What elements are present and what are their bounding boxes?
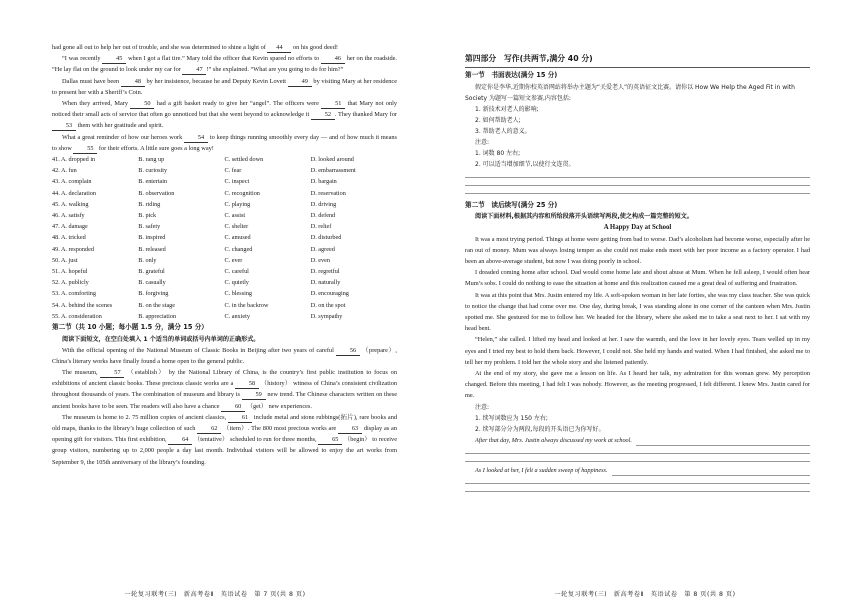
option-cell[interactable]: C. amused [224, 234, 251, 242]
option-cell[interactable]: D. sympathy [310, 312, 343, 320]
blank-46: 46 [321, 55, 345, 64]
grammar-paragraph-2 [52, 367, 397, 412]
story-paragraph-3: It was at this point that Mrs. Justin entered my life. A soft-spoken woman in her late forties, she was my class teacher. She was quick to notice the change that had come over me. One day, during break, I was standing alone in one corner of the canteen when Mrs. Justin spotted me. She gestured for me to follow her. We headed for the library, where she asked me to take a seat next to her. I sat with my head bent. [465, 291, 810, 333]
option-row [52, 266, 397, 277]
option-cell[interactable]: B. safety [138, 223, 161, 231]
blank-54: 54 [184, 134, 208, 143]
cloze-paragraph-4 [52, 132, 397, 154]
option-cell[interactable]: D. defend [310, 212, 336, 220]
option-cell[interactable]: C. quietly [224, 279, 249, 287]
option-cell[interactable]: D. naturally [310, 279, 341, 287]
text: “I was recently [62, 55, 103, 63]
option-cell[interactable]: 43. A. complain [52, 178, 92, 186]
text: for their efforts. A little sure goes a long way! [97, 144, 214, 152]
option-cell[interactable]: B. entertain [138, 178, 168, 186]
blank-48: 48 [121, 78, 145, 87]
left-column [52, 42, 397, 468]
option-cell[interactable]: C. anxiety [224, 312, 250, 320]
option-cell[interactable]: B. pick [138, 212, 157, 220]
text: !” she explained. “What are you going to do for him?” [206, 66, 344, 74]
blank-51: 51 [321, 100, 345, 109]
option-row [52, 255, 397, 266]
blank-63: 63 [338, 425, 362, 434]
option-cell[interactable]: D. regretful [310, 268, 340, 276]
section-2-title: 第二节（共 10 小题；每小题 1.5 分，满分 15 分） [52, 323, 208, 332]
blank-59: 59 [242, 391, 266, 400]
blank-53: 53 [52, 122, 76, 131]
story-title: A Happy Day at School [603, 224, 672, 231]
option-row [52, 232, 397, 243]
option-cell[interactable]: 48. A. tricked [52, 234, 86, 242]
cloze-line-top [52, 42, 397, 53]
writing-line[interactable] [636, 438, 810, 446]
section-1-note-label: 注意: [475, 138, 490, 146]
section-2-note-2: 2. 续写部分分为两段,每段的开头语已为你写好。 [475, 425, 605, 433]
option-cell[interactable]: B. grateful [138, 268, 165, 276]
cloze-paragraph-2 [52, 76, 397, 98]
option-cell[interactable]: B. riding [138, 200, 161, 208]
writing-line[interactable] [465, 170, 810, 178]
option-cell[interactable]: 50. A. just [52, 256, 78, 264]
option-row [52, 165, 397, 176]
writing-line[interactable] [465, 186, 810, 194]
option-cell[interactable]: 41. A. dropped in [52, 156, 96, 164]
story-paragraph-4: “Helen,” she called. I lifted my head and looked at her. I saw the warmth, and the love in her lovely eyes. Tears welled up in my eyes and I tried my best to hold them back. However, I could not. She held my hands and waited. When I had finished, she asked me to tell her my problem. I told her the whole story and she listened patiently. [465, 336, 810, 366]
text: （begin） to receive group visitors, numbering up to 2,000 people a day last month. Individual visitors will be allowed to enjoy the art works from September 9, the 105th anniversary of the library’s founding. [52, 436, 397, 466]
option-row [52, 210, 397, 221]
option-cell[interactable]: C. playing [224, 200, 251, 208]
option-cell[interactable]: C. ever [224, 256, 243, 264]
text: （get） new experiences. [245, 402, 312, 410]
text: to keep things running smoothly every day — and of how much it means to show [52, 133, 397, 152]
section-1-point-3: 3. 帮助老人的意义。 [475, 127, 531, 135]
writing-line[interactable] [465, 454, 810, 462]
blank-49: 49 [288, 78, 312, 87]
writing-line[interactable] [465, 178, 810, 186]
part-4-heading: 第四部分 写作(共两节,满分 40 分) [465, 54, 593, 63]
option-cell[interactable]: 53. A. comforting [52, 290, 96, 298]
text: （establish） by the National Library of China, is the country’s first public institution to focus on exhibitions of ancient classic books. These precious classic works are a [52, 368, 397, 388]
blank-50: 50 [130, 100, 154, 109]
blank-44: 44 [267, 44, 291, 53]
option-row [52, 221, 397, 232]
option-row [52, 176, 397, 187]
option-row [52, 300, 397, 311]
option-cell[interactable]: 42. A. fun [52, 167, 77, 175]
option-cell[interactable]: 46. A. satisfy [52, 212, 85, 220]
text: on his good deed! [291, 44, 338, 51]
text: by her insistence, because he and Deputy Kevin Lovett [144, 77, 288, 85]
page-footer-right: 一轮复习联考(三) 新高考卷Ⅱ 英语试卷 第 8 页(共 8 页) [554, 591, 736, 598]
continuation-start-2 [465, 465, 810, 476]
text: The museum is home to 2. 75 million copies of ancient classics, [62, 413, 229, 421]
cloze-options-table [52, 154, 397, 322]
option-cell[interactable]: C. fear [224, 167, 242, 175]
text: display as an opening gift for visitors. This first exhibition, [52, 425, 397, 444]
option-cell[interactable]: D. relief [310, 223, 332, 231]
section-2-note-1: 1. 续写词数应为 150 左右; [475, 414, 548, 422]
option-cell[interactable]: B. inspired [138, 234, 166, 242]
option-cell[interactable]: 47. A. damage [52, 223, 88, 231]
blank-61: 61 [228, 414, 252, 423]
option-cell[interactable]: C. blessing [224, 290, 253, 298]
writing-line[interactable] [465, 484, 810, 492]
blank-45: 45 [102, 55, 126, 64]
option-cell[interactable]: C. changed [224, 245, 253, 253]
option-cell[interactable]: D. looked around [310, 156, 354, 164]
blank-52: 52 [311, 111, 335, 120]
story-paragraph-2: I dreaded coming home after school. Dad would come home late and shout abuse at Mum. When he fell asleep, I would often hear Mum’s sobs. I could do nothing to ease the situation at home and this realization caused me a great deal of suffering and frustration. [465, 269, 810, 288]
option-cell[interactable]: C. recognition [224, 189, 260, 197]
section-2-write-instructions: 阅读下面材料,根据其内容和所给段落开头语续写两段,使之构成一篇完整的短文。 [475, 213, 693, 220]
grammar-paragraph-3 [52, 412, 397, 468]
option-cell[interactable]: B. only [138, 256, 157, 264]
continuation-start-2-text: As I looked at her, I felt a sudden sweep of happiness. [475, 466, 608, 474]
text: had gone all out to help her out of trouble, and she was determined to shine a light of [52, 44, 268, 51]
option-cell[interactable]: B. appreciation [138, 312, 177, 320]
blank-60: 60 [221, 403, 245, 412]
blank-55: 55 [73, 145, 97, 154]
text: （prepare）, China’s literary works have finally found a home open to the general public. [52, 346, 397, 365]
option-cell[interactable]: C. inspect [224, 178, 250, 186]
option-row [52, 277, 397, 288]
story-paragraph-1: It was a most trying period. Things at home were getting from bad to worse. Dad’s alcoholism had become worse, especially after he ran out of money. Mum was always losing temper as she could not make ends meet with her poor income as a factory operator. I had been an above-average student, but now I was doing poorly in school. [465, 235, 810, 265]
blank-62: 62 [197, 425, 221, 434]
option-cell[interactable]: C. settled down [224, 156, 264, 164]
option-cell[interactable]: D. on the spot [310, 301, 346, 309]
option-cell[interactable]: B. observation [138, 189, 175, 197]
option-cell[interactable]: C. shelter [224, 223, 249, 231]
continuation-start-1 [465, 435, 810, 446]
option-cell[interactable]: D. even [310, 256, 330, 264]
option-cell[interactable]: 44. A. declaration [52, 189, 96, 197]
option-cell[interactable]: 51. A. hopeful [52, 268, 88, 276]
option-cell[interactable]: D. bargain [310, 178, 337, 186]
option-cell[interactable]: 52. A. publicly [52, 279, 89, 287]
grammar-paragraph-1 [52, 345, 397, 367]
right-page [430, 0, 860, 609]
option-cell[interactable]: B. casually [138, 279, 166, 287]
section-2-note-label: 注意: [475, 403, 490, 411]
option-cell[interactable]: D. reservation [310, 189, 346, 197]
section-2-write-title: 第二节 读后续写(满分 25 分) [465, 200, 558, 209]
option-cell[interactable]: C. assist [224, 212, 246, 220]
text: （history） witness of China’s consistent civilization throughout thousands of years. The combination of museum and library is [52, 380, 397, 399]
section-1-point-1: 1. 新技术对老人的影响; [475, 105, 539, 113]
option-row [52, 288, 397, 299]
option-cell[interactable]: C. in the backrow [224, 301, 269, 309]
text: include metal and stone rubbings(拓片), rare books and old maps, thanks to the library’s huge collection of such [52, 413, 398, 432]
text: Dallas must have been [62, 77, 121, 85]
text: had a gift basket ready to give her “angel”. The officers were [154, 100, 322, 108]
option-row [52, 244, 397, 255]
option-cell[interactable]: 45. A. walking [52, 200, 89, 208]
option-row [52, 199, 397, 210]
blank-65: 65 [318, 436, 342, 445]
option-cell[interactable]: 49. A. responded [52, 245, 94, 253]
text: her on the roadside. “He lay flat on the ground to look under my car for [52, 55, 398, 74]
text: them with her gratitude and spirit. [76, 122, 164, 130]
section-1-prompt: 假定你是李华,近期你校英语网站将举办主题为“关爱老人”的英语征文比赛。请你以 How We Help the Aged Fit in with Society 为题写一篇短文参赛,内容包括: [465, 83, 795, 102]
cloze-paragraph-3 [52, 98, 397, 132]
option-cell[interactable]: B. curiosity [138, 167, 168, 175]
writing-line[interactable] [465, 476, 810, 484]
text: What a great reminder of how our heroes work [62, 133, 185, 141]
right-column [465, 42, 810, 492]
part-4-divider [465, 67, 810, 68]
blank-57: 57 [100, 369, 124, 378]
text: When they arrived, Mary [62, 100, 131, 108]
blank-58: 58 [235, 380, 259, 389]
option-cell[interactable]: B. on the stage [138, 301, 176, 309]
option-cell[interactable]: B. released [138, 245, 166, 253]
text: The museum, [62, 368, 101, 376]
blank-64: 64 [168, 436, 192, 445]
option-cell[interactable]: C. careful [224, 268, 249, 276]
blank-56: 56 [336, 347, 360, 356]
option-cell[interactable]: 55. A. consideration [52, 312, 102, 320]
text: new trend. The Chinese characters written on these ancient books have to be seen. The readers will also have a chance [52, 391, 397, 410]
option-cell[interactable]: D. embarrassment [310, 167, 356, 175]
option-cell[interactable]: D. agreed [310, 245, 335, 253]
text: With the official opening of the National Museum of Classic Books in Beijing after two years of careful [62, 346, 336, 354]
option-cell[interactable]: B. forgiving [138, 290, 169, 298]
story-paragraph-5: At the end of my story, she gave me a lesson on life. As I heard her talk, my admiration for this woman grew. My perception changed. Before this meeting, I had felt I was nobody. However, as the meeting progressed, I felt different. I knew Mrs. Justin cared for me. [465, 369, 810, 400]
option-cell[interactable]: 54. A. behind the scenes [52, 301, 113, 309]
writing-line[interactable] [612, 468, 811, 476]
option-cell[interactable]: D. driving [310, 200, 337, 208]
option-row [52, 154, 397, 165]
text: by visiting Mary at her residence to present her with a Sheriff’s Coin. [52, 77, 398, 96]
text: （tentative） scheduled to run for three months, [192, 436, 319, 444]
writing-line[interactable] [465, 446, 810, 454]
option-cell[interactable]: D. disturbed [310, 234, 342, 242]
section-1-note-1: 1. 词数 80 左右; [475, 149, 521, 157]
option-row [52, 188, 397, 199]
option-row [52, 311, 397, 322]
text: that Mary not only noticed their small acts of service that often go unnoticed but that she went beyond to acknowledge it [52, 100, 398, 119]
continuation-start-1-text: After that day, Mrs. Justin always discussed my work at school. [475, 436, 632, 444]
option-cell[interactable]: D. encouraging [310, 290, 349, 298]
text: when I got a flat tire.” Mary told the officer that Kevin spared no efforts to [126, 55, 321, 63]
section-2-instructions: 阅读下面短文，在空白处填入 1 个适当的单词或括号内单词的正确形式。 [62, 335, 260, 343]
text: （item）. The 800 most precious works are [221, 425, 339, 432]
section-1-note-2: 2. 可以适当增加细节,以使行文连贯。 [475, 160, 575, 168]
blank-47: 47 [182, 66, 206, 75]
section-1-point-2: 2. 如何帮助老人; [475, 116, 521, 124]
page-footer-left: 一轮复习联考(三) 新高考卷Ⅱ 英语试卷 第 7 页(共 8 页) [124, 591, 306, 598]
section-1-title: 第一节 书面表达(满分 15 分) [465, 71, 558, 79]
text: . They thanked Mary for [334, 111, 397, 119]
option-cell[interactable]: B. rang up [138, 156, 165, 164]
cloze-paragraph-1 [52, 53, 397, 75]
